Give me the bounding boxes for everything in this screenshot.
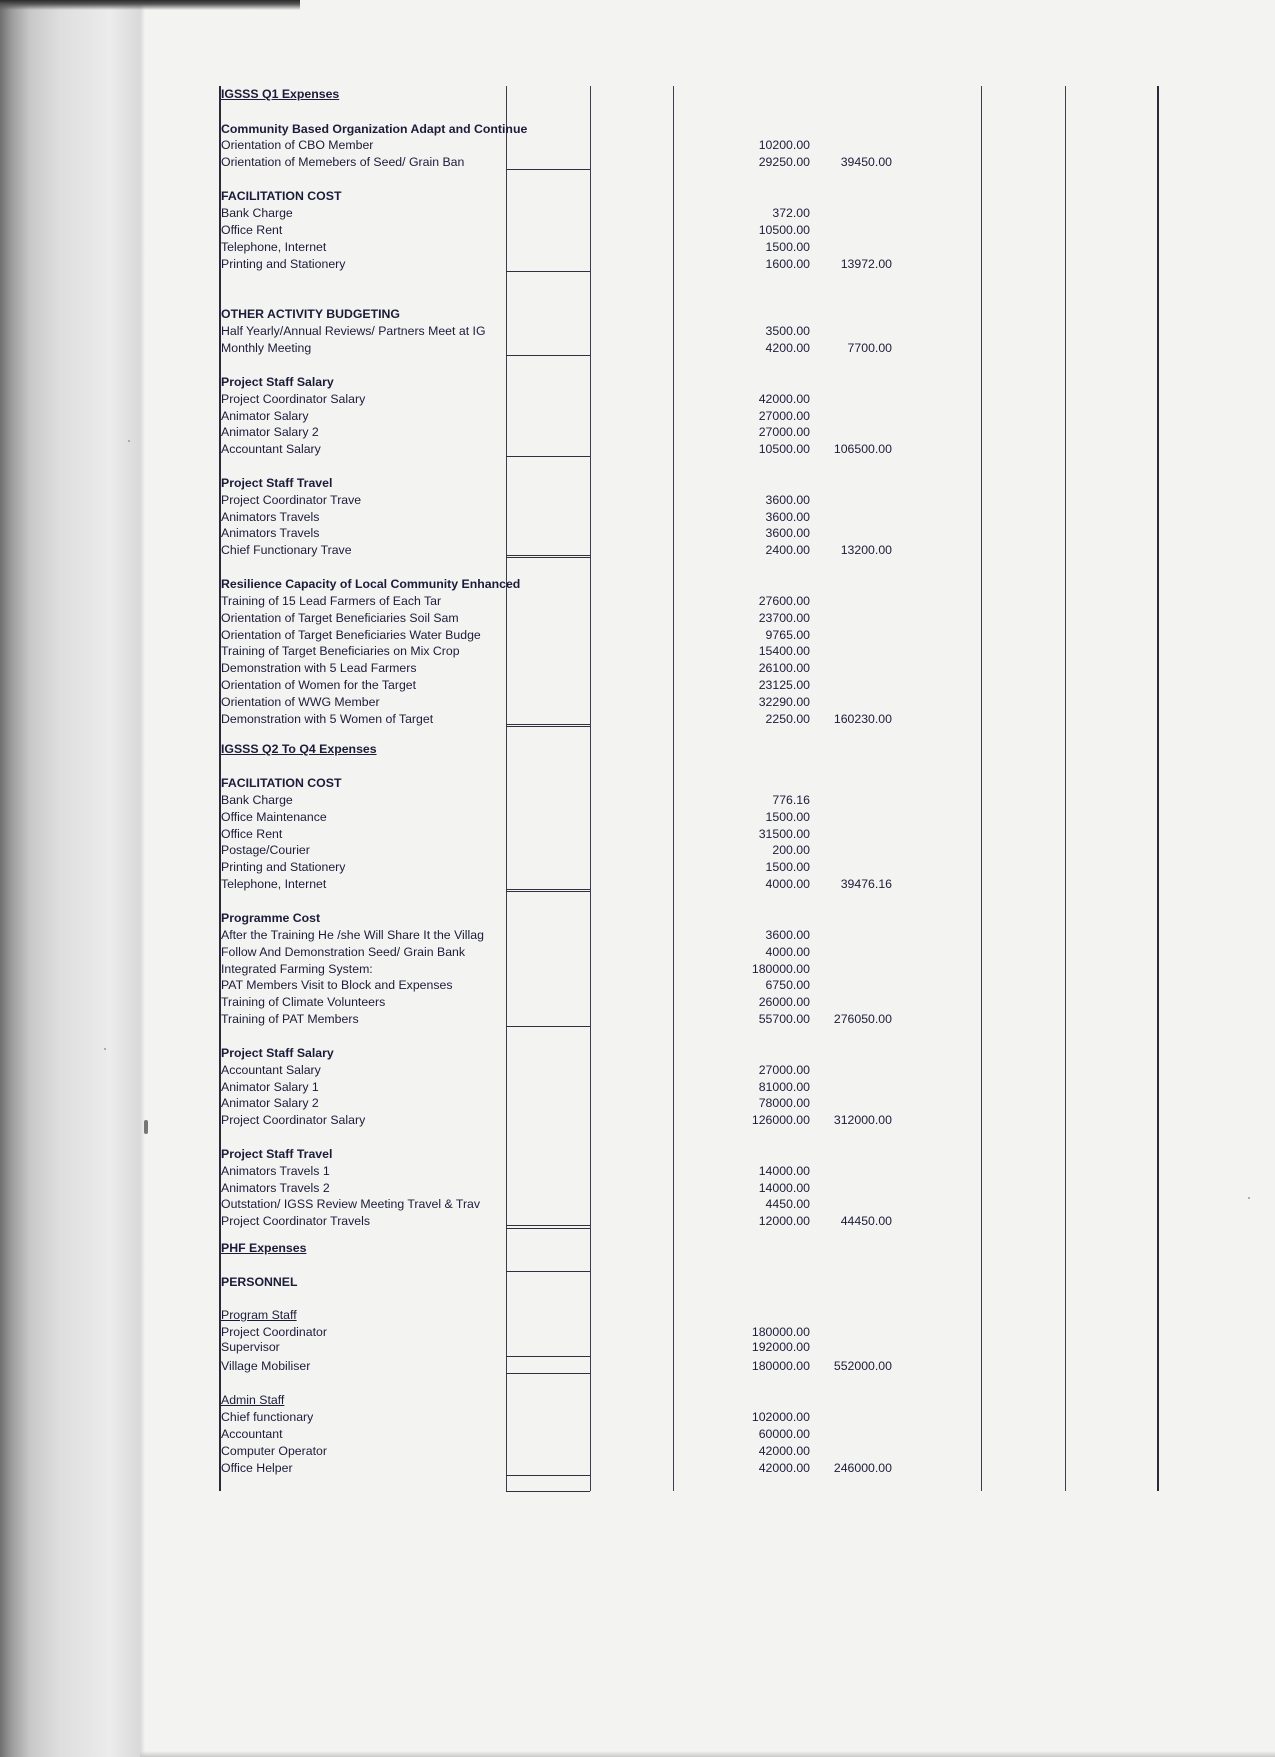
row-label: Supervisor [221,1340,280,1354]
row-label: Bank Charge [221,793,293,807]
row-label: Demonstration with 5 Women of Target [221,712,434,726]
row-label: Project Coordinator Trave [221,493,362,507]
row-label: Computer Operator [221,1444,327,1458]
row-amount: 31500.00 [758,827,810,841]
row-label: Orientation of Memebers of Seed/ Grain Ban [221,155,465,169]
row-label: Village Mobiliser [221,1359,311,1373]
row-amount: 55700.00 [758,1012,810,1026]
expense-sheet: IGSSS Q1 Expenses IGSSS Q2 To Q4 Expenses PHF Expenses PERSONNEL Community Based Organization Adapt and Continue Orientation of CBO Member 10200.00 Orientation of Memebers of Seed/ Grain Ban 29250.00 39450.00 FACILITATION COST Bank Charge 372.00 Office Rent 10500.00 Telephone, Internet 1500.00 Printing and Stationery 1600.00 13972.00 OTHER ACTIVITY BUDGETING Half Yearly/Annual Reviews/ Partners Meet at IG 3500.00 Monthly Meeting 4200.00 7700.00 Project Staff Salary Project Coordinator Salary 42000.00 Animator Salary 27000.00 Animator Salary 2 27000.00 Accountant Salary 10500.00 106500.00 Project Staff Travel Project Coordinator Trave 3600.00 Animators Travels 3600.00 Animators Travels 3600.00 Chief Functionary Trave 2400.00 13200.00 Resilience Capacity of Local Community Enhanced Training of 15 Lead Farmers of Each Tar 27600.00 Orientation of Target Beneficiaries Soil Sam 23700.00 Orientation of Target Beneficiaries Water Budge 9765.00 Training of Target Beneficiaries on Mix Crop 15400.00 Demonstration with 5 Lead Farmers 26100.00 Orientation of Women for the Target 23125.00 Orientation of WWG Member 32290.00 Demonstration with 5 Women of Target 2250.00 160230.00 FACILITATION COST Bank Charge 776.16 Office Maintenance 1500.00 Office Rent 31500.00 Postage/Courier 200.00 Printing and Stationery 1500.00 Telephone, Internet 4000.00 39476.16 Programme Cost After the Training He /she Will Share It the Villag 3600.00 Follow And Demonstration Seed/ Grain Bank 4000.00 Integrated Farming System: 180000.00 PAT Members Visit to Block and Expenses 6750.00 Training of Climate Volunteers 26000.00 Training of PAT Members 55700.00 276050.00 Project Staff Salary Accountant Salary 27000.00 Animator Salary 1 81000.00 Animator Salary 2 78000.00 Project Coordinator Salary 126000.00 312000.00 Project Staff Travel Animators Travels 1 14000.00 Animators Travels 2 14000.00 Outstation/ IGSS Review Meeting Travel & Trav 4450.00 Project Coordinator Travels 12000.00 44450.00 Program Staff Project Coordinator 180000.00 Supervisor 192000.00 Village Mobiliser 180000.00 552000.00 Admin Staff Chief functionary 102000.00 Accountant 60000.00 Computer Operator 42000.00 Office Helper 42000.00 246000.00 [0,0,1275,1757]
row-label: Outstation/ IGSS Review Meeting Travel & Trav [221,1197,481,1211]
row-label: Printing and Stationery [221,860,346,874]
row-total: 39476.16 [840,877,892,891]
row-amount: 23125.00 [758,678,810,692]
grid-line [1157,86,1159,1491]
row-label: Orientation of Target Beneficiaries Soil Sam [221,611,459,625]
row-label: Orientation of Women for the Target [221,678,417,692]
row-total: 106500.00 [833,442,892,456]
row-label: Half Yearly/Annual Reviews/ Partners Meet at IG [221,324,486,338]
row-label: Office Maintenance [221,810,327,824]
row-total: 246000.00 [833,1461,892,1475]
row-amount: 2250.00 [765,712,810,726]
row-amount: 81000.00 [758,1080,810,1094]
row-amount: 3600.00 [765,928,810,942]
cell-border [506,1491,590,1492]
cell-border [506,889,590,890]
row-amount: 27600.00 [758,594,810,608]
row-label: Follow And Demonstration Seed/ Grain Bank [221,945,466,959]
row-amount: 10200.00 [758,138,810,152]
row-amount: 12000.00 [758,1214,810,1228]
row-label: Demonstration with 5 Lead Farmers [221,661,417,675]
row-amount: 14000.00 [758,1181,810,1195]
row-amount: 180000.00 [751,1359,810,1373]
row-amount: 6750.00 [765,978,810,992]
row-amount: 126000.00 [751,1113,810,1127]
row-label: Project Staff Travel [221,476,333,490]
row-total: 160230.00 [833,712,892,726]
row-label: Project Coordinator Salary [221,392,366,406]
amount-underline [506,271,590,272]
amount-underline [506,1475,590,1476]
row-label: Admin Staff [221,1393,285,1407]
amount-underline [506,456,590,457]
row-amount: 15400.00 [758,644,810,658]
row-label: Animators Travels 1 [221,1164,330,1178]
row-label: Integrated Farming System: [221,962,373,976]
row-amount: 192000.00 [751,1340,810,1354]
cell-border [506,555,590,556]
row-label: Training of 15 Lead Farmers of Each Tar [221,594,442,608]
row-label: Postage/Courier [221,843,310,857]
row-amount: 4200.00 [765,341,810,355]
row-label: After the Training He /she Will Share It the Villag [221,928,484,942]
row-amount: 42000.00 [758,1444,810,1458]
grid-line [1065,86,1066,1491]
row-amount: 3600.00 [765,493,810,507]
row-label: Training of PAT Members [221,1012,359,1026]
row-amount: 9765.00 [765,628,810,642]
row-amount: 776.16 [772,793,810,807]
row-amount: 3600.00 [765,526,810,540]
row-label: PAT Members Visit to Block and Expenses [221,978,453,992]
row-amount: 26000.00 [758,995,810,1009]
row-amount: 180000.00 [751,962,810,976]
row-label: FACILITATION COST [221,776,342,790]
row-amount: 4000.00 [765,945,810,959]
row-label: Animators Travels 2 [221,1181,330,1195]
row-label: Office Rent [221,827,283,841]
row-amount: 3500.00 [765,324,810,338]
row-amount: 60000.00 [758,1427,810,1441]
row-total: 39450.00 [840,155,892,169]
row-total: 552000.00 [833,1359,892,1373]
row-amount: 1600.00 [765,257,810,271]
row-label: Training of Target Beneficiaries on Mix Crop [221,644,460,658]
row-label: Bank Charge [221,206,293,220]
row-amount: 1500.00 [765,810,810,824]
row-amount: 4450.00 [765,1197,810,1211]
row-label: Program Staff [221,1308,297,1322]
row-label: Project Coordinator Travels [221,1214,370,1228]
row-label: Office Helper [221,1461,293,1475]
row-label: Animator Salary 1 [221,1080,319,1094]
row-amount: 10500.00 [758,442,810,456]
row-amount: 4000.00 [765,877,810,891]
row-label: Project Staff Salary [221,375,334,389]
grid-line [981,86,982,1491]
row-label: Project Coordinator [221,1325,327,1339]
row-label: Animator Salary 2 [221,1096,319,1110]
amount-underline [506,1228,590,1229]
row-amount: 1500.00 [765,860,810,874]
row-label: Project Staff Salary [221,1046,334,1060]
row-label: Animators Travels [221,526,320,540]
row-amount: 32290.00 [758,695,810,709]
row-amount: 1500.00 [765,240,810,254]
row-label: Chief functionary [221,1410,314,1424]
row-label: Resilience Capacity of Local Community Enhanced [221,577,521,591]
row-amount: 2400.00 [765,543,810,557]
row-label: Orientation of WWG Member [221,695,380,709]
row-amount: 3600.00 [765,510,810,524]
row-label: Orientation of Target Beneficiaries Water Budge [221,628,481,642]
row-amount: 26100.00 [758,661,810,675]
row-label: Chief Functionary Trave [221,543,352,557]
row-label: Animators Travels [221,510,320,524]
row-total: 44450.00 [840,1214,892,1228]
row-amount: 200.00 [772,843,810,857]
row-label: Printing and Stationery [221,257,346,271]
amount-underline [506,355,590,356]
row-label: Accountant [221,1427,283,1441]
row-label: Accountant Salary [221,1063,321,1077]
row-label: FACILITATION COST [221,189,342,203]
amount-underline [506,1026,590,1027]
amount-underline [506,891,590,892]
row-label: Animator Salary [221,409,309,423]
row-label: Accountant Salary [221,442,321,456]
row-amount: 27000.00 [758,409,810,423]
amount-underline [506,726,590,727]
row-total: 7700.00 [847,341,892,355]
row-label: Project Staff Travel [221,1147,333,1161]
row-total: 13972.00 [840,257,892,271]
row-amount: 29250.00 [758,155,810,169]
row-amount: 23700.00 [758,611,810,625]
amount-underline [506,1373,590,1374]
row-amount: 102000.00 [751,1410,810,1424]
row-amount: 42000.00 [758,392,810,406]
row-label: Telephone, Internet [221,240,327,254]
row-amount: 180000.00 [751,1325,810,1339]
row-label: Telephone, Internet [221,877,327,891]
row-amount: 78000.00 [758,1096,810,1110]
row-label: Orientation of CBO Member [221,138,374,152]
row-amount: 42000.00 [758,1461,810,1475]
row-amount: 372.00 [772,206,810,220]
row-label: Monthly Meeting [221,341,312,355]
row-label: Community Based Organization Adapt and Continue [221,122,528,136]
row-amount: 27000.00 [758,425,810,439]
row-total: 276050.00 [833,1012,892,1026]
row-total: 13200.00 [840,543,892,557]
row-label: Project Coordinator Salary [221,1113,366,1127]
row-label: Programme Cost [221,911,321,925]
cell-border [506,724,590,725]
cell-border [506,1271,590,1272]
row-amount: 10500.00 [758,223,810,237]
amount-overline [506,1356,590,1357]
grid-line [673,86,674,1491]
amount-underline [506,169,590,170]
row-amount: 14000.00 [758,1164,810,1178]
row-total: 312000.00 [833,1113,892,1127]
cell-border [506,1225,590,1226]
row-label: Training of Climate Volunteers [221,995,386,1009]
amount-underline [506,557,590,558]
row-amount: 27000.00 [758,1063,810,1077]
row-label: Office Rent [221,223,283,237]
row-label: Animator Salary 2 [221,425,319,439]
row-label: OTHER ACTIVITY BUDGETING [221,307,400,321]
